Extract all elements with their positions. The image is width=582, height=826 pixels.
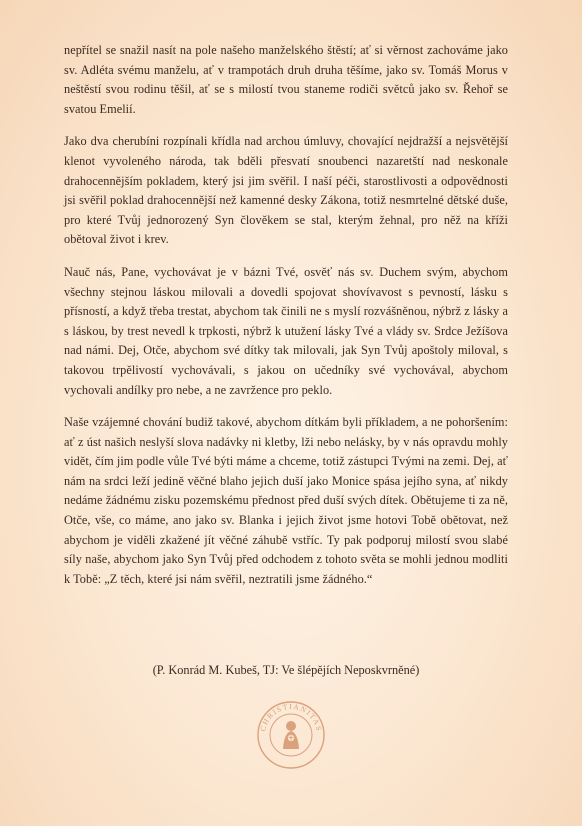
paragraph-2: Jako dva cherubíni rozpínali křídla nad archou úmluvy, chovající nejdražší a nejsvětější klenot vyvoleného národa, tak bděli přesvatí snoubenci nazaretští nad neskonale drahocennějším pokladem, který jsi jim svěřil. I naší péči, starostlivosti a odpovědnosti jsi svěřil poklad drahocennější než kamenné desky Zákona, totiž nesmrtelné dětské duše, pro které Tvůj jednorozený Syn člověkem se stal, kterým žehnal, pro něž na kříži obětoval život i krev. (64, 134, 508, 247)
seal-ring-text: CHRISTIANITAS (258, 701, 324, 733)
body-text (64, 41, 508, 602)
publisher-seal-icon (256, 700, 326, 770)
paragraph-1: nepřítel se snažil nasít na pole našeho manželského štěstí; ať si věrnost zachováme jako sv. Adléta svému manželu, ať v trampotách druh druha těšíme, jako sv. Tomáš Morus v neštěstí svou rodinu těšil, ať se s milostí tvou staneme rodiči světců jako sv. Řehoř se svatou Emelií. (64, 43, 508, 116)
paragraph-3: Nauč nás, Pane, vychovávat je v bázni Tvé, osvěť nás sv. Duchem svým, abychom všechny stejnou láskou milovali a dovedli spojovat shovívavost s pevností, lásku s přísností, a když třeba trestat, abychom tak činili ne s myslí rozvášněnou, nýbrž z lásky a s láskou, by trest nevedl k trpkosti, nýbrž k utužení lásky Tvé a vlády sv. Srdce Ježíšova nad námi. Dej, Otče, abychom své dítky tak milovali, jak Syn Tvůj apoštoly miloval, s takovou trpělivostí vychovávali, s jakou on učedníky své vychovával, abychom vychovali andílky pro nebe, a ne zavržence pro peklo. (64, 264, 508, 397)
attribution: (P. Konrád M. Kubeš, TJ: Ve šlépějích Neposkvrněné) (152, 663, 420, 677)
paragraph-4: Naše vzájemné chování budiž takové, abychom dítkám byli příkladem, a ne pohoršením: ať z úst našich neslyší slova nadávky ni kletby, lži nebo nelásky, by v nás opravdu mohly vidět, čím jim podle vůle Tvé býti máme a chceme, totiž zástupci Tvými na zemi. Dej, ať nám na srdci leží jedině věčné blaho jejich duší jako Monice spása jejího syna, ať nikdy nedáme žádnému zisku pozemskému přednost před duší svých dítek. Obětujeme ti za ně, Otče, vše, co máme, ano jako sv. Blanka i jejich život jsme hotovi Tobě obětovat, než abychom je viděli zkažené jít věčné záhubě vstříc. Ty pak podporuj milostí svou slabé síly naše, abychom jako Syn Tvůj před odchodem z tohoto světa se mohli jednou modliti k Tobě: „Z těch, které jsi nám svěřil, neztratili jsme žádného.“ (64, 415, 508, 586)
